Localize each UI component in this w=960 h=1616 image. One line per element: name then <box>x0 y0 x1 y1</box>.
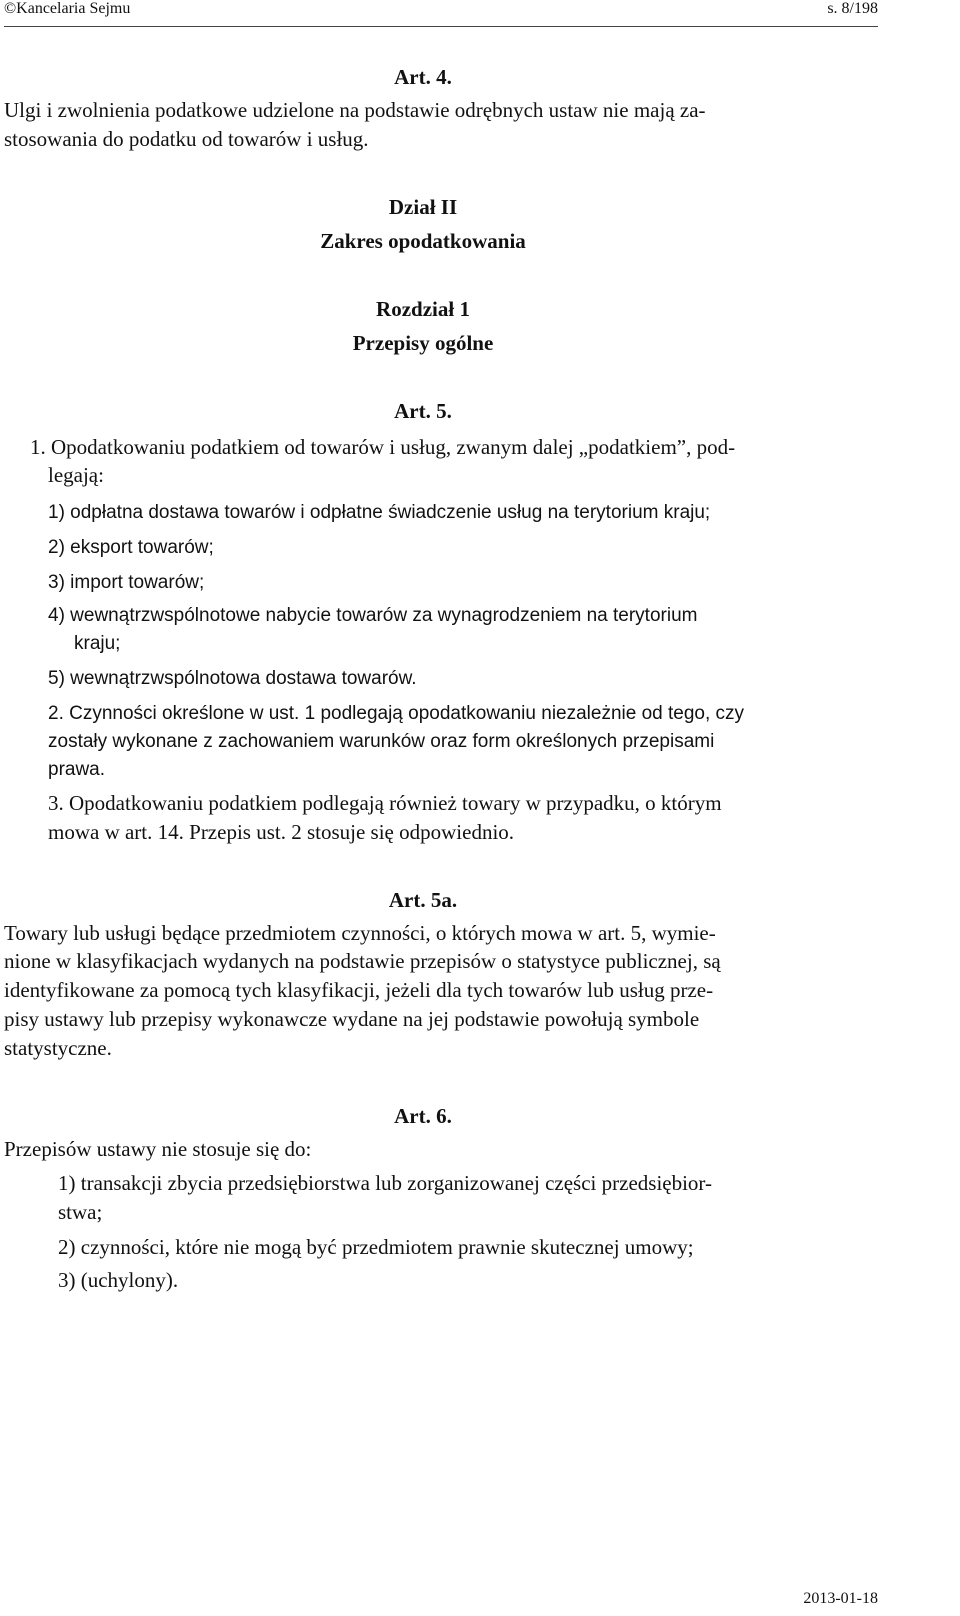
division-subtitle: Zakres opodatkowania <box>320 229 526 253</box>
header-page-number: s. 8/198 <box>827 0 878 17</box>
art6-item-3: 3) (uchylony). <box>58 1268 179 1292</box>
art5-item-3: 3) import towarów; <box>48 572 205 593</box>
footer-date: 2013-01-18 <box>803 1590 878 1607</box>
art6-heading: Art. 6. <box>394 1104 452 1128</box>
art6-intro: Przepisów ustawy nie stosuje się do: <box>4 1137 312 1161</box>
chapter-subtitle: Przepisy ogólne <box>352 331 494 355</box>
art6-item-1-line-1: 1) transakcji zbycia przedsiębiorstwa lub zorganizowanej części przedsiębior- <box>58 1171 712 1195</box>
art4-text-line-2: stosowania do podatku od towarów i usług. <box>4 127 369 151</box>
art5-paragraph-2-line-1: 2. Czynności określone w ust. 1 podlegają opodatkowaniu niezależnie od tego, czy <box>48 703 745 724</box>
art5-heading: Art. 5. <box>394 399 452 423</box>
art4-heading: Art. 4. <box>394 65 452 89</box>
chapter-title: Rozdział 1 <box>376 297 470 321</box>
art5-paragraph-1-line-1: 1. Opodatkowaniu podatkiem od towarów i usług, zwanym dalej „podatkiem”, pod- <box>30 435 736 459</box>
page-header <box>4 0 878 27</box>
art6-item-2: 2) czynności, które nie mogą być przedmiotem prawnie skutecznej umowy; <box>58 1235 694 1259</box>
art5-paragraph-1-line-2: legają: <box>48 463 104 487</box>
art5-item-5: 5) wewnątrzwspólnotowa dostawa towarów. <box>48 668 417 689</box>
art4-text-line-1: Ulgi i zwolnienia podatkowe udzielone na podstawie odrębnych ustaw nie mają za- <box>4 98 706 122</box>
art5-paragraph-2-line-2: zostały wykonane z zachowaniem warunków oraz form określonych przepisami <box>48 731 715 752</box>
art5-item-4-line-1: 4) wewnątrzwspólnotowe nabycie towarów za wynagrodzeniem na terytorium <box>48 605 698 626</box>
art5-item-4-line-2: kraju; <box>74 633 121 654</box>
art5a-heading: Art. 5a. <box>388 888 458 912</box>
art5-paragraph-3-line-2: mowa w art. 14. Przepis ust. 2 stosuje się odpowiednio. <box>48 820 515 844</box>
art5a-text-line-1: Towary lub usługi będące przedmiotem czynności, o których mowa w art. 5, wymie- <box>4 921 716 945</box>
art5a-text-line-4: pisy ustawy lub przepisy wykonawcze wydane na jej podstawie powołują symbole <box>4 1007 700 1031</box>
art5a-text-line-3: identyfikowane za pomocą tych klasyfikacji, jeżeli dla tych towarów lub usług prze- <box>4 978 714 1002</box>
art5a-text-line-5: statystyczne. <box>4 1036 112 1060</box>
art5-paragraph-2-line-3: prawa. <box>48 759 106 780</box>
division-title: Dział II <box>388 195 458 219</box>
art6-item-1-line-2: stwa; <box>58 1200 103 1224</box>
art5-item-1: 1) odpłatna dostawa towarów i odpłatne świadczenie usług na terytorium kraju; <box>48 502 711 523</box>
art5-paragraph-3-line-1: 3. Opodatkowaniu podatkiem podlegają również towary w przypadku, o którym <box>48 791 722 815</box>
header-copyright: ©Kancelaria Sejmu <box>4 0 131 17</box>
art5-item-2: 2) eksport towarów; <box>48 537 214 558</box>
art5a-text-line-2: nione w klasyfikacjach wydanych na podstawie przepisów o statystyce publicznej, są <box>4 949 721 973</box>
